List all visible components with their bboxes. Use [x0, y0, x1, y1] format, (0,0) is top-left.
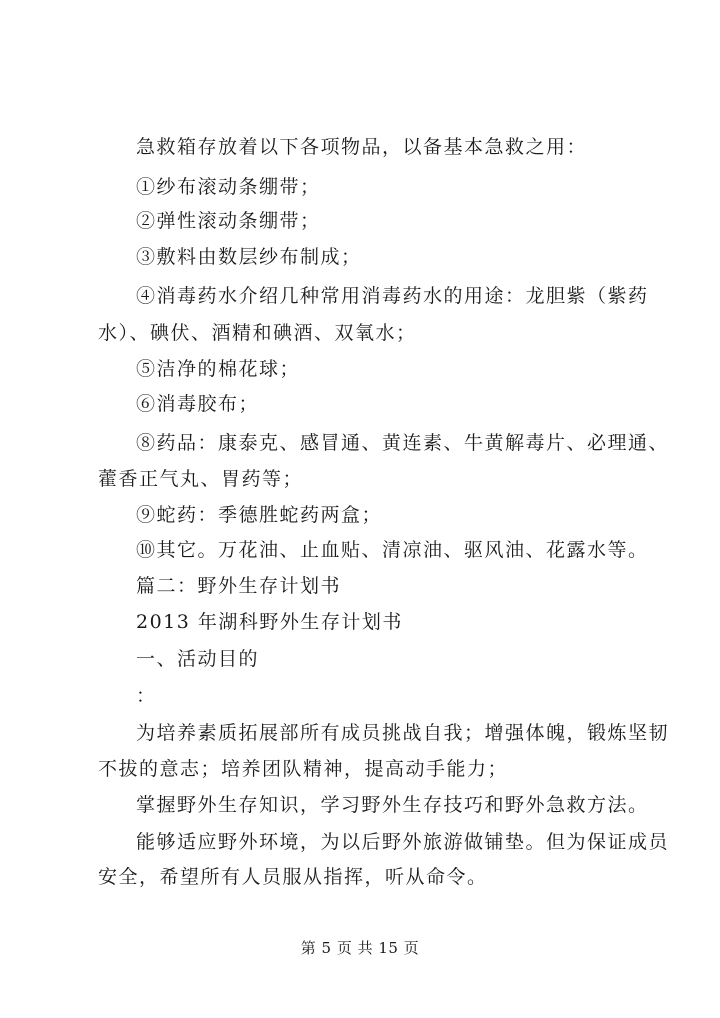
document-title: 2013 年湖科野外生存计划书 [136, 611, 403, 633]
paragraph-line: ⑨蛇药：季德胜蛇药两盒； [136, 504, 383, 526]
paragraph-line: 安全，希望所有人员服从指挥，听从命令。 [98, 866, 488, 888]
paragraph-line: ④消毒药水介绍几种常用消毒药水的用途：龙胆紫（紫药 [136, 285, 649, 307]
paragraph-line: ⑥消毒胶布； [136, 393, 260, 415]
paragraph-line: 水）、碘伏、酒精和碘酒、双氧水； [98, 322, 417, 344]
paragraph-line: ②弹性滚动条绷带； [136, 210, 321, 232]
paragraph-line: ： [136, 685, 157, 707]
paragraph-line: ①纱布滚动条绷带； [136, 176, 321, 198]
paragraph-line: ⑩其它。万花油、止血贴、清凉油、驱风油、花露水等。 [136, 539, 649, 561]
paragraph-line: ⑧药品：康泰克、感冒通、黄连素、牛黄解毒片、必理通、 [136, 432, 670, 454]
paragraph-line: 能够适应野外环境，为以后野外旅游做铺垫。但为保证成员 [136, 831, 670, 853]
paragraph-line: 藿香正气丸、胃药等； [98, 468, 304, 490]
paragraph-line: 掌握野外生存知识，学习野外生存技巧和野外急救方法。 [136, 794, 649, 816]
paragraph-line: ③敷料由数层纱布制成； [136, 246, 362, 268]
paragraph-line: 为培养素质拓展部所有成员挑战自我；增强体魄，锻炼坚韧 [136, 722, 670, 744]
paragraph-line: ⑤洁净的棉花球； [136, 358, 301, 380]
paragraph-line: 急救箱存放着以下各项物品，以备基本急救之用： [136, 136, 588, 158]
paragraph-line: 不拔的意志；培养团队精神，提高动手能力； [98, 758, 509, 780]
page-number-footer: 第 5 页 共 15 页 [300, 939, 420, 957]
subsection-heading: 一、活动目的 [136, 648, 260, 670]
section-heading: 篇二：野外生存计划书 [136, 575, 342, 597]
